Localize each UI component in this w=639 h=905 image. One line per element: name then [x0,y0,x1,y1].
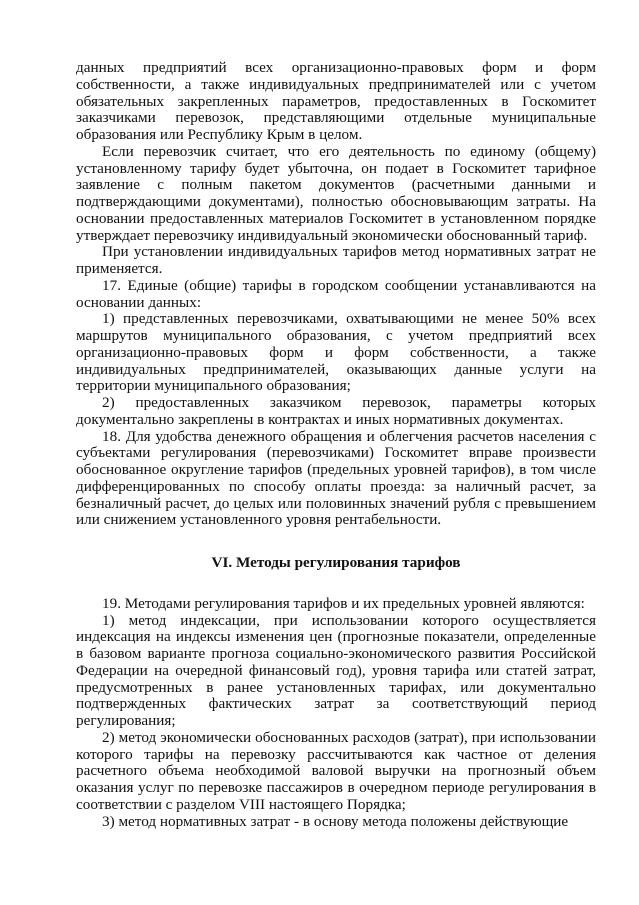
paragraph-item-17-2: 2) предоставленных заказчиком перевозок, параметры которых документально закреплены в контрактах и иных нормативных документах. [76,394,596,428]
paragraph-unprofitable-carrier: Если перевозчик считает, что его деятельность по единому (общему) установленному тарифу будет убыточна, он подает в Госкомитет тарифное заявление с полным пакетом документов (расчетными данными и подтверждающими документами), полностью обосновывающим затраты. На основании предоставленных материалов Госкомитет в установленном порядке утверждает перевозчику индивидуальный экономически обоснованный тариф. [76,142,596,244]
paragraph-item-19-3: 3) метод нормативных затрат - в основу метода положены действующие [102,812,569,830]
paragraph-item-18: 18. Для удобства денежного обращения и облегчения расчетов населения с субъектами регулирования (перевозчиками) Госкомитет вправе произвести обоснованное округление тарифов (предельных уровней тарифов), в том числе дифференцированных по способу оплаты проезда: за наличный расчет, за безналичный расчет, до целых или половинных значений рубля с превышением или снижением установленного уровня рентабельности. [76,427,596,529]
paragraph-individual-tariffs: При установлении индивидуальных тарифов метод нормативных затрат не применяется. [76,243,596,277]
paragraph-item-17: 17. Единые (общие) тарифы в городском сообщении устанавливаются на основании данных: [76,276,596,311]
paragraph-item-19-1: 1) метод индексации, при использовании которого осуществляется индексация на индексы изменения цен (прогнозные показатели, определенные в базовом варианте прогноза социально-экономического развития Российской Федерации на очередной финансовый год), уровня тарифа или статей затрат, предусмотренных в ранее установленных тарифах, или документально подтвержденных фактических затрат за соответствующий период регулирования; [76,611,596,729]
paragraph-item-17-1: 1) представленных перевозчиками, охватывающими не менее 50% всех маршрутов муниципального образования, с учетом предприятий всех организационно-правовых форм и форм собственности, а также индивидуальных предпринимателей, оказывающих данные услуги на территории муниципального образования; [76,310,596,395]
document-page [76,60,596,830]
paragraph-continuation: данных предприятий всех организационно-правовых форм и форм собственности, а также индивидуальных предпринимателей или с учетом обязательных закрепленных параметров, предоставленных в Госкомитет заказчиками перевозок, представляющими отдельные муниципальные образования или Республику Крым в целом. [76,59,596,143]
section-heading: VI. Методы регулирования тарифов [211,554,461,571]
paragraph-item-19: 19. Методами регулирования тарифов и их предельных уровней являются: [102,594,585,612]
paragraph-item-19-2: 2) метод экономически обоснованных расходов (затрат), при использовании которого тарифы на перевозку рассчитываются как частное от деления расчетного объема необходимой валовой выручки на прогнозный объем оказания услуг по перевозке пассажиров в очередном периоде регулирования в соответствии с разделом VIII настоящего Порядка; [76,728,596,813]
